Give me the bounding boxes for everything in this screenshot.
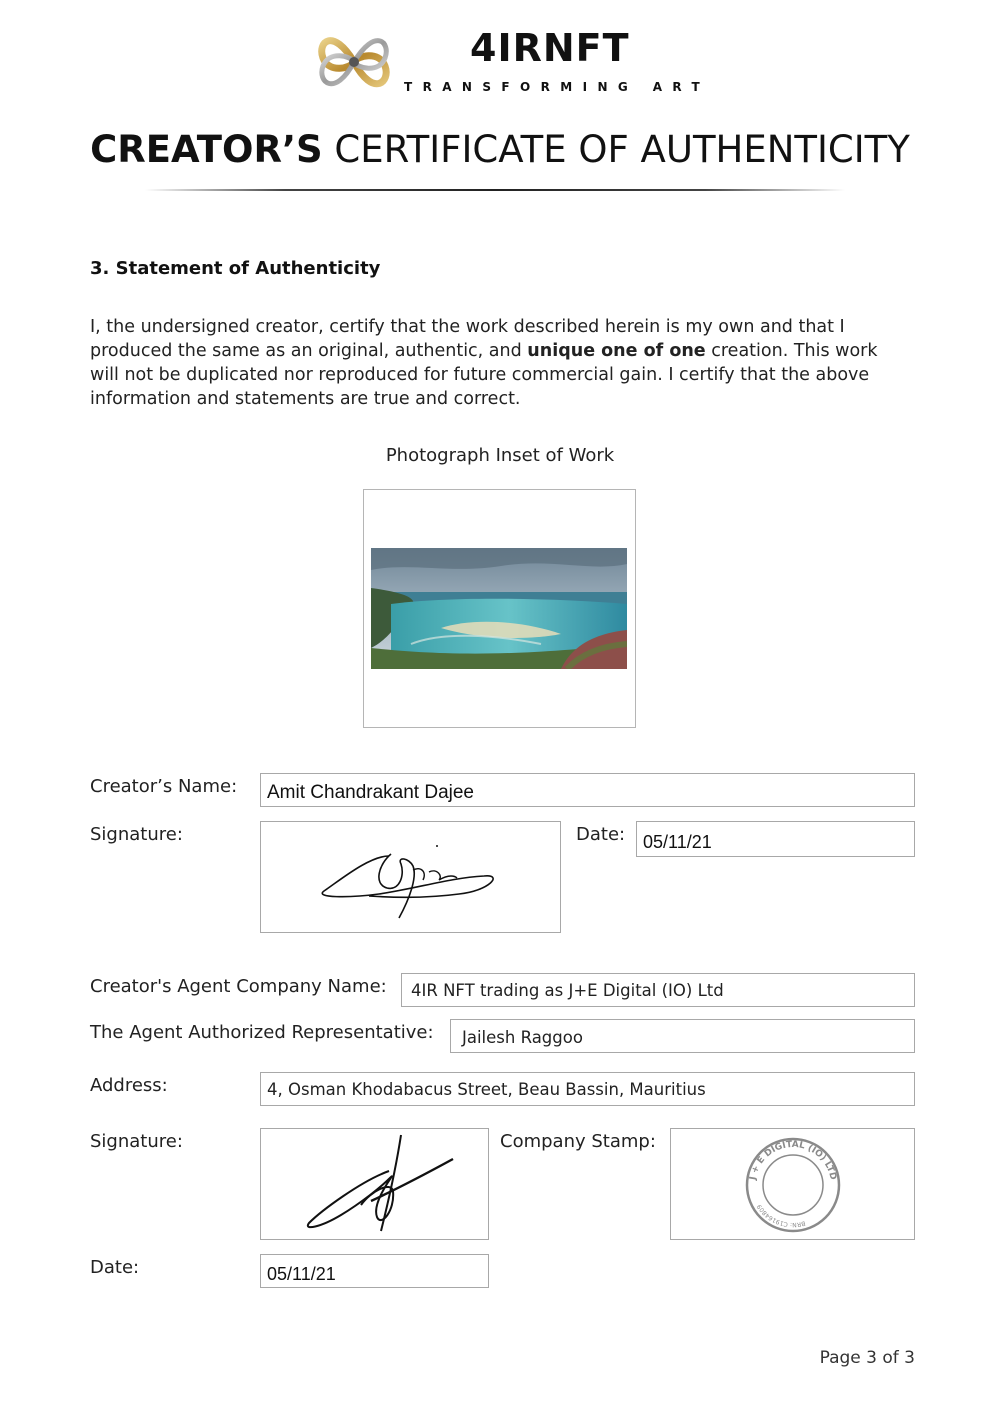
agent-date-value: 05/11/21 xyxy=(267,1264,336,1284)
agent-rep-label: The Agent Authorized Representative: xyxy=(90,1022,434,1043)
statement-text xyxy=(90,315,910,411)
agent-address-field[interactable] xyxy=(260,1072,915,1106)
agent-company-field[interactable] xyxy=(401,973,915,1007)
brand-tagline: TRANSFORMING ART xyxy=(404,80,711,94)
creator-name-label: Creator’s Name: xyxy=(90,776,238,797)
creator-date-value: 05/11/21 xyxy=(643,832,712,852)
title-divider xyxy=(145,189,845,191)
agent-date-label: Date: xyxy=(90,1257,140,1278)
statement-part-1: I, the undersigned creator, certify that the work described herein is my own and that I produced the same as an original, authentic, and xyxy=(90,317,845,361)
creator-signature-label: Signature: xyxy=(90,824,183,845)
statement-part-2: creation. This work will not be duplicated nor reproduced for future commercial gain. I certify that the above information and statements are true and correct. xyxy=(90,341,878,409)
company-stamp-icon xyxy=(743,1135,843,1235)
svg-text:BRN: C19164809 xyxy=(756,1203,806,1228)
company-stamp-box xyxy=(670,1128,915,1240)
agent-rep-field[interactable] xyxy=(450,1019,915,1053)
agent-address-label: Address: xyxy=(90,1075,168,1096)
stamp-brn: BRN: C19164809 xyxy=(755,1202,806,1229)
company-stamp-label: Company Stamp: xyxy=(500,1131,656,1152)
agent-company-value: 4IR NFT trading as J+E Digital (IO) Ltd xyxy=(411,981,724,1000)
artwork-photo xyxy=(371,548,627,669)
creator-date-field[interactable] xyxy=(636,821,915,857)
stamp-text: J + E DIGITAL (IO) LTD xyxy=(748,1139,838,1181)
creator-signature-box[interactable] xyxy=(260,821,561,933)
page-title xyxy=(0,128,1000,171)
page-number: Page 3 of 3 xyxy=(819,1348,915,1368)
section-heading: 3. Statement of Authenticity xyxy=(90,258,381,279)
agent-company-label: Creator's Agent Company Name: xyxy=(90,976,387,997)
photo-caption: Photograph Inset of Work xyxy=(385,445,615,466)
agent-date-field[interactable] xyxy=(260,1254,489,1288)
agent-signature-box[interactable] xyxy=(260,1128,489,1240)
brand-logo-icon xyxy=(313,22,395,102)
agent-address-value: 4, Osman Khodabacus Street, Beau Bassin, Mauritius xyxy=(267,1080,706,1099)
creator-signature-icon xyxy=(309,836,509,926)
creator-date-label: Date: xyxy=(576,824,626,845)
agent-signature-icon xyxy=(301,1131,471,1239)
agent-rep-value: Jailesh Raggoo xyxy=(462,1028,583,1047)
title-bold: CREATOR’S xyxy=(90,128,323,171)
creator-name-value: Amit Chandrakant Dajee xyxy=(267,782,474,803)
svg-text:J + E DIGITAL (IO) LTD xyxy=(748,1140,838,1182)
statement-bold: unique one of one xyxy=(527,341,706,361)
title-rest: CERTIFICATE OF AUTHENTICITY xyxy=(322,128,910,171)
brand-name: 4IRNFT xyxy=(470,26,630,70)
agent-signature-label: Signature: xyxy=(90,1131,183,1152)
creator-name-field[interactable] xyxy=(260,773,915,807)
